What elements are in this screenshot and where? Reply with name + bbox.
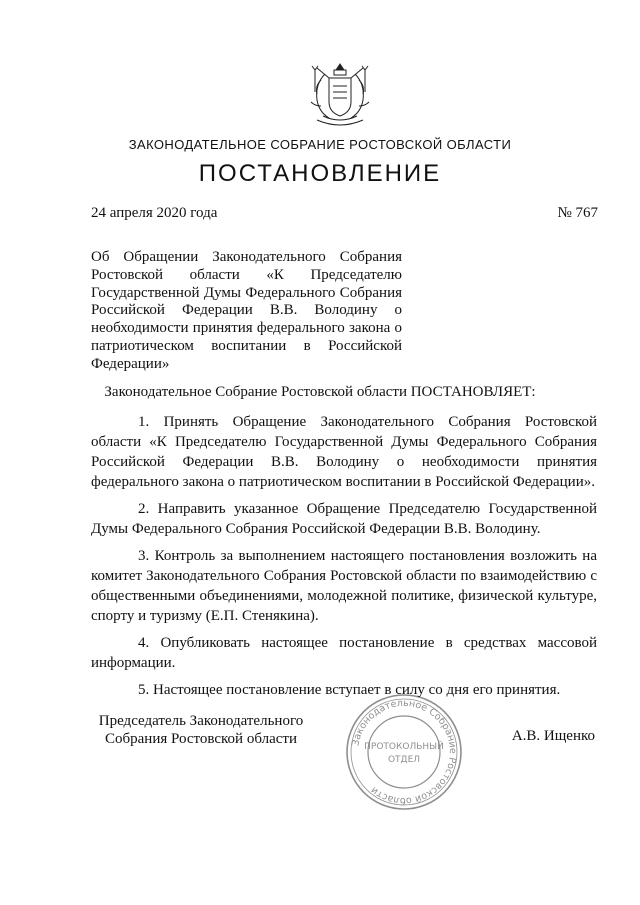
coat-of-arms-emblem bbox=[303, 60, 377, 130]
document-subject: Об Обращении Законодательного Собрания Ростовской области «К Председателю Государственной Думы Федерального Собрания Российской Федерации В.В. Володину о необходимости принятия федерального закона о патриотическом воспитании в Российской Федерации» bbox=[91, 249, 402, 372]
resolution-item: 5. Настоящее постановление вступает в силу со дня его принятия. bbox=[138, 682, 561, 698]
document-number: № 767 bbox=[557, 205, 598, 221]
resolution-item: 3. Контроль за выполнением настоящего постановления возложить на комитет Законодательного Собрания Ростовской области по взаимодействию с общественными объединениями, молодежной политике, физической культуре, спорту и туризму (Е.П. Стенякина). bbox=[91, 548, 597, 624]
preamble: Законодательное Собрание Ростовской области ПОСТАНОВЛЯЕТ: bbox=[104, 384, 536, 400]
organization-title: ЗАКОНОДАТЕЛЬНОЕ СОБРАНИЕ РОСТОВСКОЙ ОБЛАСТИ bbox=[128, 137, 512, 152]
signatory-position-line: Председатель Законодательного bbox=[98, 713, 304, 729]
stamp-inner-text: ОТДЕЛ bbox=[387, 755, 421, 765]
resolution-body bbox=[91, 412, 597, 707]
resolution-item: 2. Направить указанное Обращение Председателю Государственной Думы Федерального Собрания Российской Федерации В.В. Володину. bbox=[91, 501, 597, 537]
stamp-outer-text: Законодательное Собрание Ростовской области bbox=[350, 697, 459, 807]
signatory-position-line: Собрания Ростовской области bbox=[105, 730, 297, 747]
document-type-title: ПОСТАНОВЛЕНИЕ bbox=[198, 160, 442, 187]
resolution-item: 1. Принять Обращение Законодательного Собрания Ростовской области «К Председателю Государственной Думы Федерального Собрания Российской Федерации В.В. Володину о необходимости принятия федерального закона о патриотическом воспитании в Российской Федерации». bbox=[91, 414, 597, 490]
document-date: 24 апреля 2020 года bbox=[91, 205, 218, 221]
signatory-position bbox=[91, 713, 311, 748]
resolution-item: 4. Опубликовать настоящее постановление в средствах массовой информации. bbox=[91, 635, 597, 671]
signatory-name: А.В. Ищенко bbox=[511, 728, 595, 744]
official-stamp bbox=[344, 692, 464, 812]
stamp-inner-text: ПРОТОКОЛЬНЫЙ bbox=[364, 742, 444, 752]
